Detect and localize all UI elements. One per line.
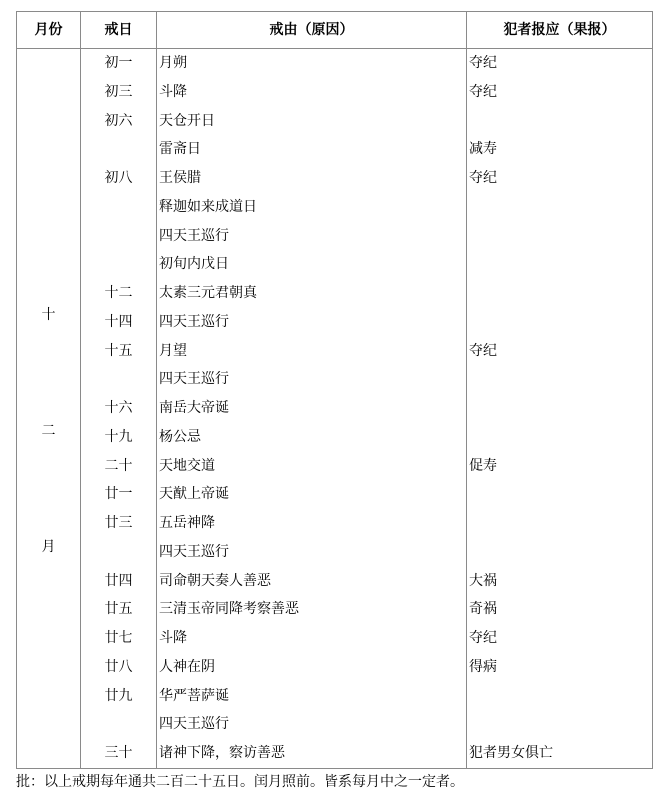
header-date: 戒日 bbox=[81, 12, 157, 49]
result-cell-item: 夺纪 bbox=[469, 83, 497, 100]
header-row bbox=[17, 12, 653, 49]
reason-cell-item: 月朔 bbox=[159, 55, 187, 71]
result-cell-item: 夺纪 bbox=[469, 170, 497, 186]
reason-cell-item: 释迦如来成道日 bbox=[159, 198, 257, 215]
reason-cell-item: 诸神下降，察访善恶 bbox=[159, 745, 285, 761]
reason-cell-item: 斗降 bbox=[159, 630, 187, 646]
date-cell-item: 廿七 bbox=[104, 630, 133, 646]
body-row bbox=[17, 49, 653, 769]
month-char: 十 bbox=[41, 307, 56, 323]
date-cell-item bbox=[81, 538, 156, 567]
date-cell-item: 十五 bbox=[104, 342, 133, 359]
result-cell-item: 夺纪 bbox=[469, 55, 497, 71]
result-cell-item bbox=[467, 509, 652, 538]
date-cell-item bbox=[81, 193, 156, 222]
month-column bbox=[17, 49, 81, 769]
result-cell-item bbox=[467, 365, 652, 394]
reason-cell-item: 五岳神降 bbox=[159, 515, 215, 531]
observance-table bbox=[16, 11, 653, 769]
result-cell-item: 得病 bbox=[469, 658, 497, 675]
result-column bbox=[467, 49, 653, 769]
reason-cell-item: 四天王巡行 bbox=[159, 227, 229, 244]
reason-column bbox=[157, 49, 467, 769]
reason-cell-item: 四天王巡行 bbox=[159, 371, 229, 388]
reason-cell-item: 太素三元君朝真 bbox=[159, 285, 257, 301]
reason-cell-item: 天猷上帝诞 bbox=[159, 486, 229, 503]
result-cell-item: 夺纪 bbox=[469, 630, 497, 646]
month-char: 月 bbox=[41, 539, 56, 555]
date-cell-item bbox=[81, 710, 156, 739]
result-cell-item: 夺纪 bbox=[469, 342, 497, 359]
date-cell-item: 初六 bbox=[104, 112, 133, 129]
reason-cell-item: 四天王巡行 bbox=[159, 313, 229, 330]
date-cell-item: 初一 bbox=[104, 55, 133, 71]
result-cell-item bbox=[467, 423, 652, 452]
date-cell-item: 廿五 bbox=[104, 601, 133, 618]
header-month: 月份 bbox=[17, 12, 81, 49]
date-cell-item: 廿八 bbox=[104, 658, 133, 675]
date-cell-item: 廿九 bbox=[104, 687, 133, 704]
reason-cell-item: 天地交道 bbox=[159, 457, 215, 474]
date-cell-item bbox=[81, 222, 156, 251]
reason-cell-item: 杨公忌 bbox=[159, 428, 201, 445]
result-cell-item bbox=[467, 250, 652, 279]
reason-cell-item: 月望 bbox=[159, 342, 187, 359]
result-cell-item bbox=[467, 279, 652, 308]
date-cell-item: 十六 bbox=[104, 400, 133, 416]
date-cell-item bbox=[81, 365, 156, 394]
month-char: 二 bbox=[41, 423, 56, 439]
date-cell-item: 二十 bbox=[104, 457, 133, 474]
reason-cell-item: 四天王巡行 bbox=[159, 716, 229, 733]
date-cell-item: 廿三 bbox=[104, 515, 133, 531]
date-cell-item: 廿四 bbox=[104, 572, 133, 589]
header-reason: 戒由（原因） bbox=[157, 12, 467, 49]
date-cell-item: 廿一 bbox=[104, 486, 133, 503]
date-cell-item: 初三 bbox=[104, 83, 133, 100]
result-cell-item bbox=[467, 480, 652, 509]
reason-cell-item: 南岳大帝诞 bbox=[159, 400, 229, 416]
date-cell-item: 十九 bbox=[104, 428, 133, 445]
reason-cell-item: 四天王巡行 bbox=[159, 543, 229, 560]
result-cell-item bbox=[467, 193, 652, 222]
reason-cell-item: 雷斋日 bbox=[159, 141, 201, 158]
date-cell-item bbox=[81, 250, 156, 279]
result-cell-item bbox=[467, 107, 652, 136]
result-cell-item bbox=[467, 308, 652, 337]
reason-cell-item: 天仓开日 bbox=[159, 112, 215, 129]
result-cell-item: 大祸 bbox=[469, 572, 497, 589]
date-cell-item: 三十 bbox=[104, 745, 133, 761]
result-cell-item bbox=[467, 538, 652, 567]
result-cell-item bbox=[467, 682, 652, 711]
result-cell-item bbox=[467, 394, 652, 423]
date-cell-item: 十四 bbox=[104, 313, 133, 330]
result-cell-item: 犯者男女俱亡 bbox=[469, 745, 553, 761]
date-cell-item: 初八 bbox=[104, 170, 133, 186]
reason-cell-item: 司命朝天奏人善恶 bbox=[159, 572, 271, 589]
header-result: 犯者报应（果报） bbox=[467, 12, 653, 49]
date-column bbox=[81, 49, 157, 769]
date-cell-item: 十二 bbox=[104, 285, 133, 301]
reason-cell-item: 三清玉帝同降考察善恶 bbox=[159, 601, 299, 618]
reason-cell-item: 人神在阴 bbox=[159, 658, 215, 675]
reason-cell-item: 初旬内戊日 bbox=[159, 256, 229, 273]
reason-cell-item: 斗降 bbox=[159, 83, 187, 100]
result-cell-item bbox=[467, 710, 652, 739]
date-cell-item bbox=[81, 135, 156, 164]
result-cell-item: 减寿 bbox=[469, 141, 497, 158]
footnote: 批：以上戒期每年通共二百二十五日。闰月照前。皆系每月中之一定者。 bbox=[16, 774, 464, 790]
result-cell-item: 奇祸 bbox=[469, 601, 497, 618]
reason-cell-item: 王侯腊 bbox=[159, 170, 201, 186]
reason-cell-item: 华严菩萨诞 bbox=[159, 687, 229, 704]
result-cell-item bbox=[467, 222, 652, 251]
result-cell-item: 促寿 bbox=[469, 457, 497, 474]
